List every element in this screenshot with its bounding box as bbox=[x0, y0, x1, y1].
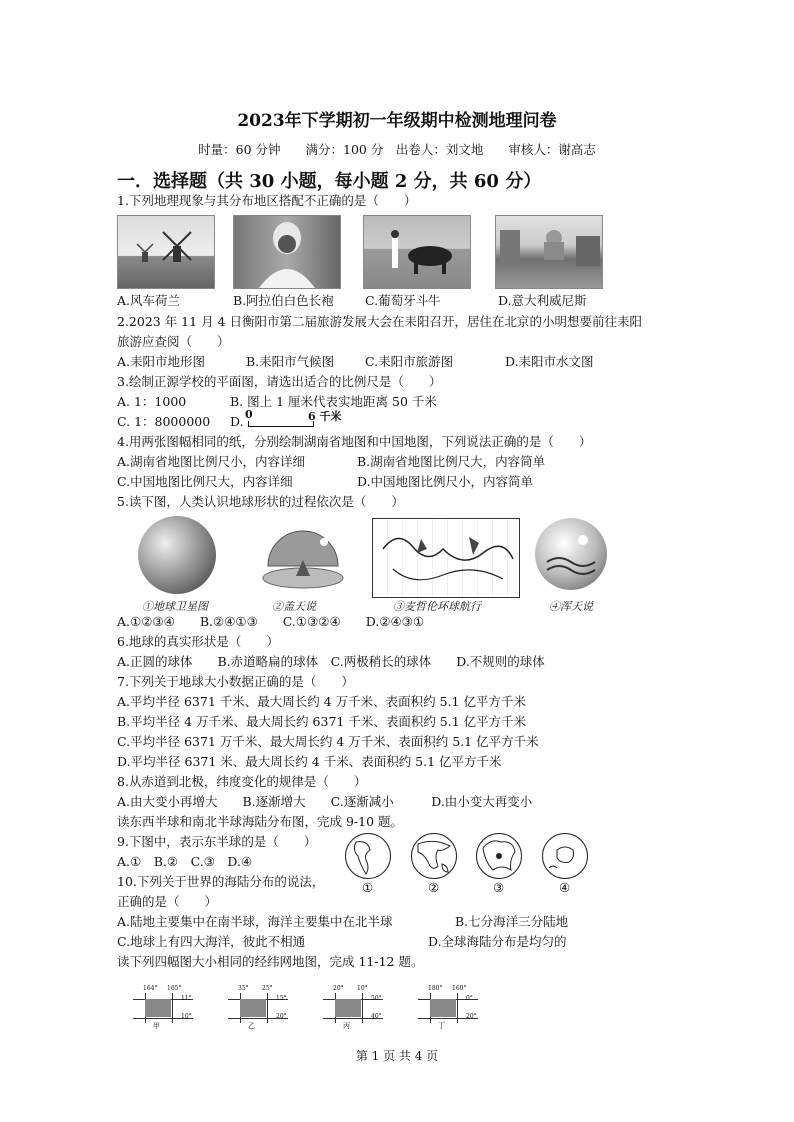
q2-option-c: C.耒阳市旅游图 bbox=[365, 354, 454, 369]
grid-yi-top-right: 25° bbox=[262, 985, 273, 992]
grid-map-bing bbox=[323, 985, 393, 1031]
q8-stem: 8.从赤道到北极，纬度变化的规律是（ ） bbox=[117, 774, 367, 789]
q2-option-d: D.耒阳市水文图 bbox=[505, 354, 594, 369]
q7-option-a: A.平均半径 6371 千米、最大周长约 4 万千米、表面积约 5.1 亿平方千米 bbox=[117, 694, 526, 709]
q2-stem-cont: 旅游应查阅（ ） bbox=[117, 334, 230, 349]
earth-satellite-image bbox=[138, 516, 216, 594]
q10-stem-cont: 正确的是（ ） bbox=[117, 894, 218, 909]
grid-ding-label: 丁 bbox=[438, 1022, 445, 1030]
grid-map-jia bbox=[133, 985, 203, 1031]
q1-option-d: D.意大利威尼斯 bbox=[498, 293, 587, 308]
q5-caption-1: ①地球卫星图 bbox=[142, 600, 208, 613]
grid-bing-right-top: 50° bbox=[371, 995, 382, 1002]
grid-ding-right-bottom: 20° bbox=[466, 1013, 477, 1020]
hemisphere-map-2 bbox=[411, 833, 457, 879]
venice-photo bbox=[495, 215, 603, 289]
q7-option-b: B.平均半径 4 万千米、最大周长约 6371 千米、表面积约 5.1 亿平方千米 bbox=[117, 714, 527, 729]
page-title: 2023年下学期初一年级期中检测地理问卷 bbox=[237, 111, 557, 131]
windmill-photo bbox=[117, 215, 215, 289]
western-hemisphere-icon bbox=[346, 834, 390, 878]
grid-jia-label: 甲 bbox=[153, 1022, 160, 1030]
page-footer: 第 1 页 共 4 页 bbox=[355, 1049, 439, 1063]
grid-map-yi bbox=[228, 985, 298, 1031]
hemisphere-map-1 bbox=[345, 833, 391, 879]
q3-option-b: B. 图上 1 厘米代表实地距离 50 千米 bbox=[230, 394, 437, 409]
q1-stem: 1.下列地理现象与其分布地区搭配不正确的是（ ） bbox=[117, 193, 417, 208]
grid-jia-top-left: 164° bbox=[143, 985, 158, 992]
venice-icon bbox=[496, 216, 602, 288]
q7-stem: 7.下列关于地球大小数据正确的是（ ） bbox=[117, 674, 354, 689]
q5-caption-4: ④浑天说 bbox=[549, 600, 593, 613]
grid-yi-right-bottom: 20° bbox=[276, 1013, 287, 1020]
q1-option-c: C.葡萄牙斗牛 bbox=[365, 293, 441, 308]
q6-stem: 6.地球的真实形状是（ ） bbox=[117, 634, 279, 649]
q4-option-c: C.中国地图比例尺大，内容详细 bbox=[117, 474, 293, 489]
q4-option-b: B.湖南省地图比例尺大，内容简单 bbox=[357, 454, 546, 469]
scale-bar bbox=[248, 421, 314, 427]
grid-ding-shaded-area bbox=[430, 999, 456, 1017]
voyage-route-icon bbox=[373, 519, 519, 597]
q4-option-d: D.中国地图比例尺小，内容简单 bbox=[357, 474, 534, 489]
hemisphere-label-3: ③ bbox=[493, 880, 505, 895]
q8-options: A.由大变小再增大 B.逐渐增大 C.逐渐减小 D.由小变大再变小 bbox=[117, 794, 533, 809]
northern-hemisphere-icon bbox=[477, 834, 521, 878]
grid-yi-right-top: 15° bbox=[276, 995, 287, 1002]
q3-option-a: A. 1：1000 bbox=[117, 394, 187, 409]
q2-option-b: B.耒阳市气候图 bbox=[246, 354, 335, 369]
q3-stem: 3.绘制正源学校的平面图，请选出适合的比例尺是（ ） bbox=[117, 374, 442, 389]
eastern-hemisphere-icon bbox=[412, 834, 456, 878]
q5-caption-3: ③麦哲伦环球航行 bbox=[393, 600, 481, 613]
q10-option-c: C.地球上有四大海洋，彼此不相通 bbox=[117, 934, 306, 949]
grid-ding-top-left: 180° bbox=[428, 985, 443, 992]
q10-stem: 10.下列关于世界的海陆分布的说法， bbox=[117, 874, 325, 889]
grid-bing-right-bottom: 40° bbox=[371, 1013, 382, 1020]
bull-icon bbox=[364, 216, 470, 288]
section-heading: 一．选择题（共 30 小题，每小题 2 分，共 60 分） bbox=[117, 171, 542, 192]
q2-option-a: A.耒阳市地形图 bbox=[117, 354, 206, 369]
q1-option-a: A.风车荷兰 bbox=[117, 293, 181, 308]
hemisphere-map-3 bbox=[476, 833, 522, 879]
grid-jia-top-right: 165° bbox=[167, 985, 182, 992]
q3-option-d: D. bbox=[230, 414, 244, 429]
q5-stem: 5.读下图，人类认识地球形状的过程依次是（ ） bbox=[117, 494, 404, 509]
q9-options: A.① B.② C.③ D.④ bbox=[117, 854, 253, 869]
grid-jia-right-top: 11° bbox=[181, 995, 192, 1002]
grid-yi-label: 乙 bbox=[248, 1022, 255, 1030]
q7-option-c: C.平均半径 6371 万千米、最大周长约 4 万千米、表面积约 5.1 亿平方千米 bbox=[117, 734, 539, 749]
southern-hemisphere-icon bbox=[543, 834, 587, 878]
q3-option-c: C. 1：8000000 bbox=[117, 414, 211, 429]
grid-bing-top-right: 10° bbox=[357, 985, 368, 992]
grid-jia-shaded-area bbox=[145, 999, 171, 1017]
q9-stem: 9.下图中，表示东半球的是（ ） bbox=[117, 834, 317, 849]
q5-options: A.①②③④ B.②④①③ C.①③②④ D.②④③① bbox=[117, 614, 425, 629]
windmill-icon bbox=[118, 216, 214, 288]
bullfight-photo bbox=[363, 215, 471, 289]
exam-meta: 时量：60 分钟 满分：100 分 出卷人：刘文地 审核人：谢高志 bbox=[198, 142, 596, 157]
grid-bing-shaded-area bbox=[335, 999, 361, 1017]
grid-jia-right-bottom: 10° bbox=[181, 1013, 192, 1020]
hemisphere-label-4: ④ bbox=[559, 880, 571, 895]
grid-ding-top-right: 160° bbox=[452, 985, 467, 992]
q10-option-a: A.陆地主要集中在南半球，海洋主要集中在北半球 bbox=[117, 914, 393, 929]
grid-yi-top-left: 35° bbox=[238, 985, 249, 992]
q4-stem: 4.用两张图幅相同的纸，分别绘制湖南省地图和中国地图，下列说法正确的是（ ） bbox=[117, 434, 592, 449]
sphere-heaven-diagram bbox=[535, 518, 607, 590]
q6-options: A.正圆的球体 B.赤道略扁的球体 C.两极稍长的球体 D.不规则的球体 bbox=[117, 654, 545, 669]
q5-caption-2: ②盖天说 bbox=[272, 600, 316, 613]
grid-bing-top-left: 20° bbox=[333, 985, 344, 992]
q1-option-b: B.阿拉伯白色长袍 bbox=[233, 293, 334, 308]
grid-map-ding bbox=[418, 985, 488, 1031]
arab-robe-photo bbox=[233, 215, 341, 289]
q10-option-b: B.七分海洋三分陆地 bbox=[455, 914, 569, 929]
grid-ding-right-top: 0° bbox=[466, 995, 473, 1002]
grid-yi-shaded-area bbox=[240, 999, 266, 1017]
q7-option-d: D.平均半径 6371 米、最大周长约 4 千米、表面积约 5.1 亿平方千米 bbox=[117, 754, 502, 769]
hemisphere-map-4 bbox=[542, 833, 588, 879]
q10-option-d: D.全球海陆分布是均匀的 bbox=[428, 934, 567, 949]
hemisphere-label-1: ① bbox=[362, 880, 374, 895]
hemisphere-label-2: ② bbox=[428, 880, 440, 895]
wave-icon bbox=[535, 518, 607, 590]
canopy-heaven-diagram bbox=[258, 518, 348, 596]
q4-option-a: A.湖南省地图比例尺小，内容详细 bbox=[117, 454, 306, 469]
person-icon bbox=[234, 216, 340, 288]
q2-stem: 2.2023 年 11 月 4 日衡阳市第二届旅游发展大会在耒阳召开，居住在北京的小明想要前往耒阳 bbox=[117, 314, 642, 329]
magellan-voyage-map bbox=[372, 518, 520, 598]
scale-bar-end: 6 千米 bbox=[308, 410, 342, 423]
reading-prompt-9-10: 读东西半球和南北半球海陆分布图，完成 9-10 题。 bbox=[117, 814, 404, 829]
grid-bing-label: 丙 bbox=[343, 1022, 350, 1030]
scale-bar-start: 0 bbox=[245, 408, 253, 421]
reading-prompt-11-12: 读下列四幅图大小相同的经纬网地图，完成 11-12 题。 bbox=[117, 954, 424, 969]
